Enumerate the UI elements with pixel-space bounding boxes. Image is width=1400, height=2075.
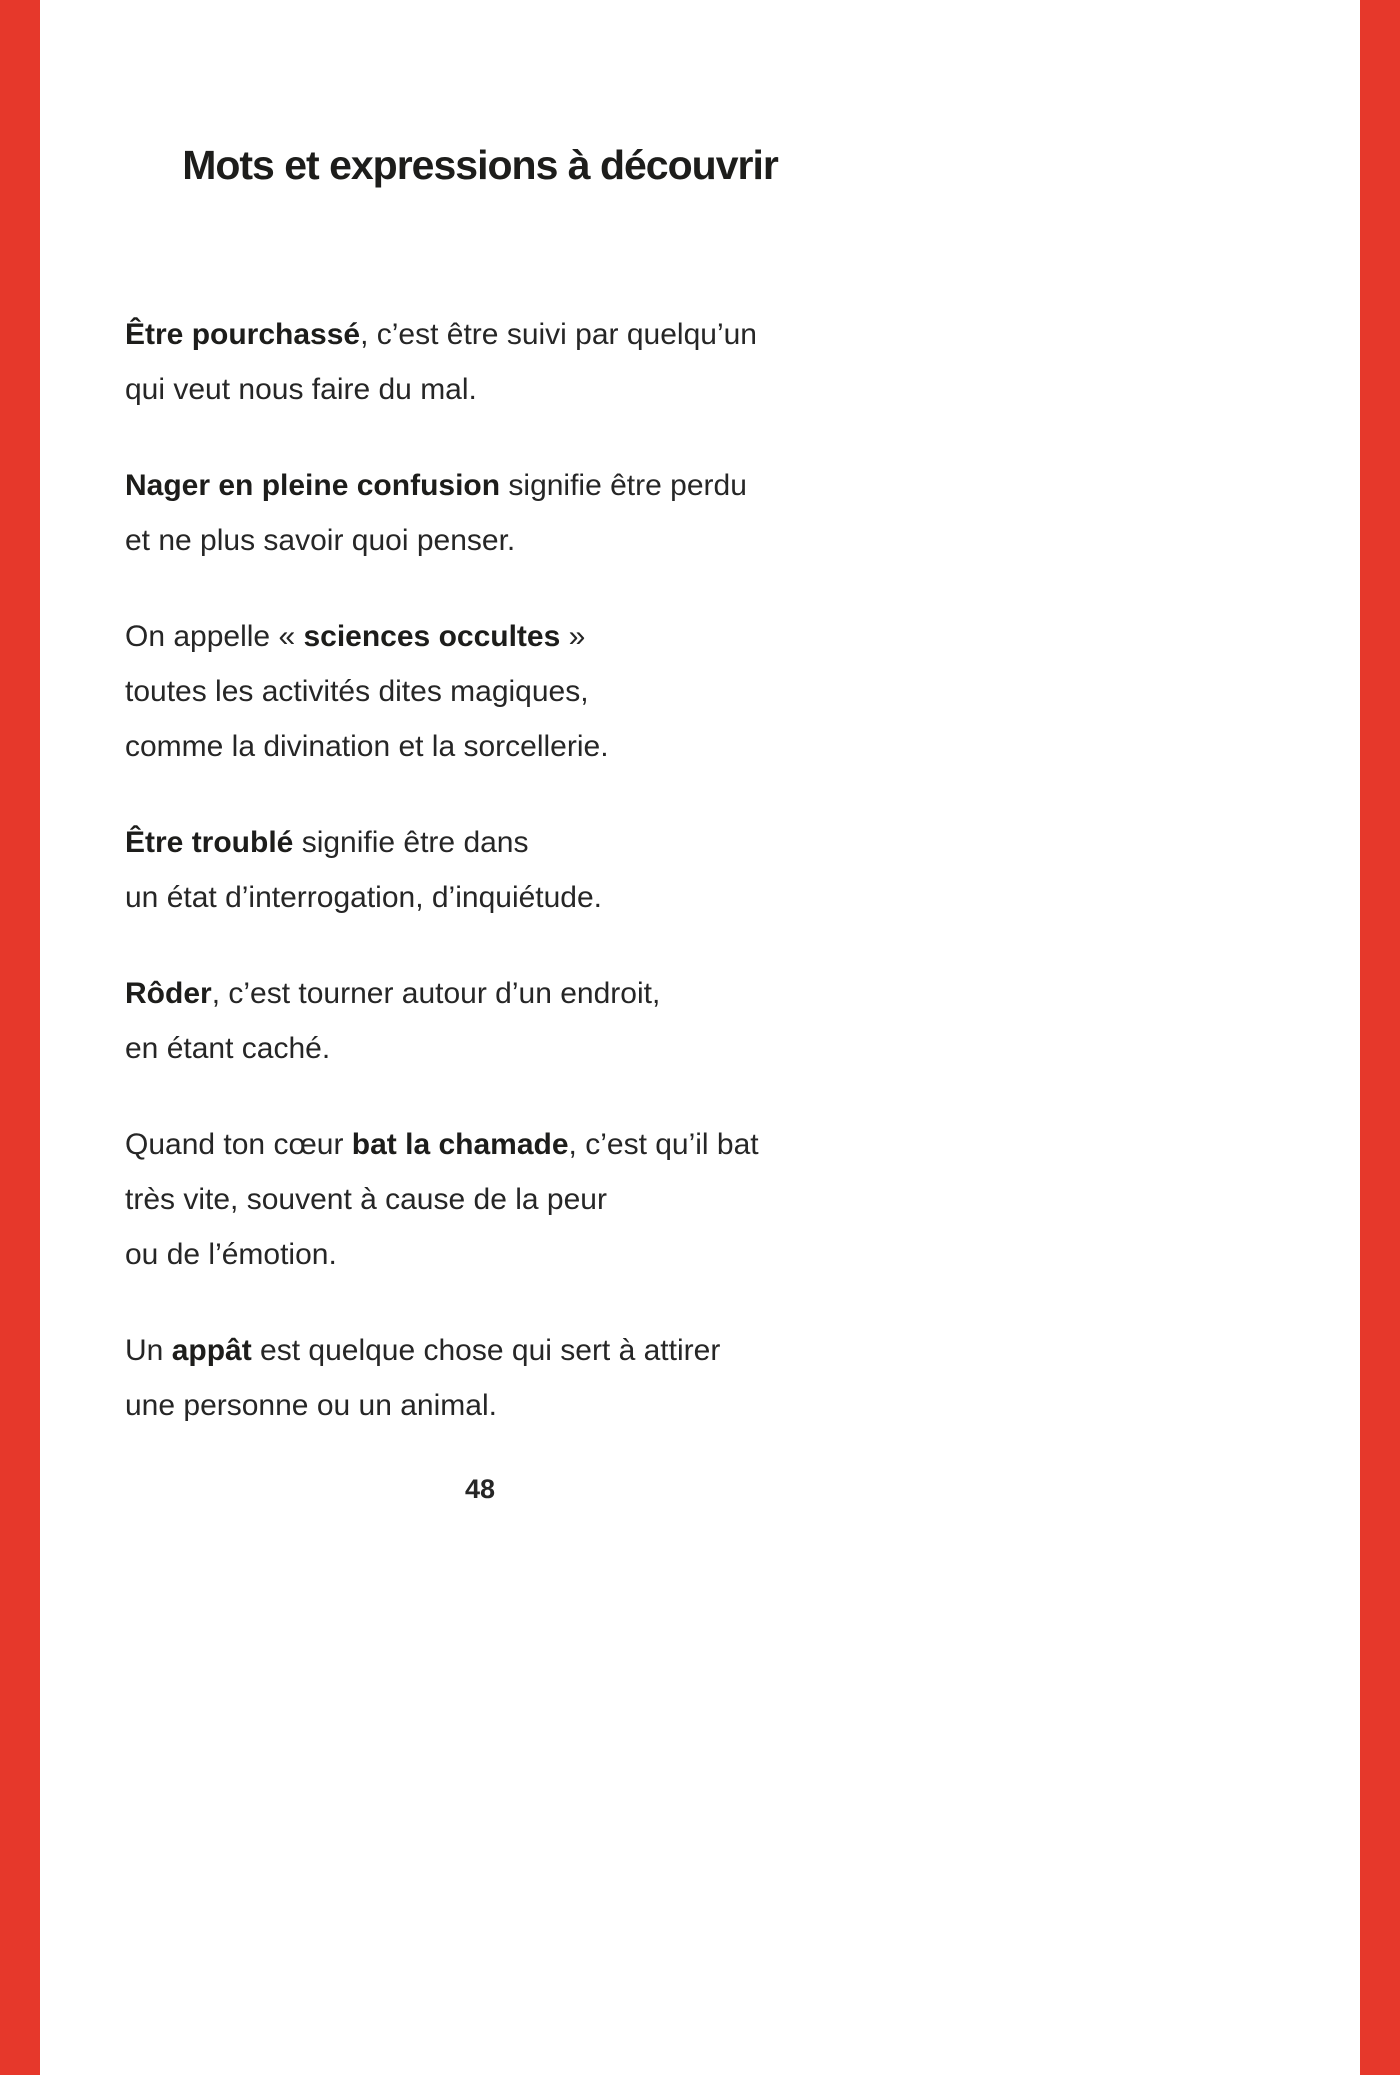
paragraph: [125, 458, 835, 568]
paragraphs: [125, 307, 835, 1433]
text-segment: , c’est tourner autour d’un endroit,: [211, 977, 661, 1010]
paragraph: [125, 307, 835, 417]
page-number: 48: [464, 1474, 496, 1504]
text-segment: , c’est qu’il bat: [568, 1128, 759, 1161]
text-segment: Quand ton cœur: [125, 1128, 352, 1161]
text-segment: comme la divination et la sorcellerie.: [125, 730, 609, 763]
text-segment: ou de l’émotion.: [125, 1238, 337, 1271]
text-segment: un état d’interrogation, d’inquiétude.: [125, 881, 603, 914]
text-segment: On appelle «: [125, 620, 304, 653]
text-segment: »: [560, 620, 586, 653]
text-segment: et ne plus savoir quoi penser.: [125, 524, 516, 557]
term-bold: sciences occultes: [303, 620, 561, 653]
text-segment: signifie être perdu: [500, 469, 747, 502]
paragraph: [125, 966, 835, 1076]
text-segment: en étant caché.: [125, 1032, 331, 1065]
paragraph: [125, 1323, 835, 1433]
text-segment: , c’est être suivi par quelqu’un: [360, 318, 757, 351]
page-title: Mots et expressions à découvrir: [182, 142, 778, 188]
paragraph: [125, 815, 835, 925]
term-bold: Être pourchassé: [125, 318, 361, 351]
text-segment: qui veut nous faire du mal.: [125, 373, 477, 406]
right-red-edge: [1360, 0, 1400, 2075]
term-bold: Être troublé: [125, 826, 294, 859]
term-bold: appât: [171, 1334, 252, 1367]
paragraph: [125, 609, 835, 774]
text-segment: une personne ou un animal.: [125, 1389, 497, 1422]
text-segment: est quelque chose qui sert à attirer: [251, 1334, 721, 1367]
text-segment: signifie être dans: [293, 826, 529, 859]
text-segment: Un: [125, 1334, 172, 1367]
left-red-edge: [0, 0, 40, 2075]
term-bold: Nager en pleine confusion: [125, 469, 501, 502]
text-segment: toutes les activités dites magiques,: [125, 675, 589, 708]
term-bold: bat la chamade: [351, 1128, 569, 1161]
term-bold: Rôder: [125, 977, 212, 1010]
page-content: [125, 0, 835, 1505]
paragraph: [125, 1117, 835, 1282]
text-segment: très vite, souvent à cause de la peur: [125, 1183, 607, 1216]
